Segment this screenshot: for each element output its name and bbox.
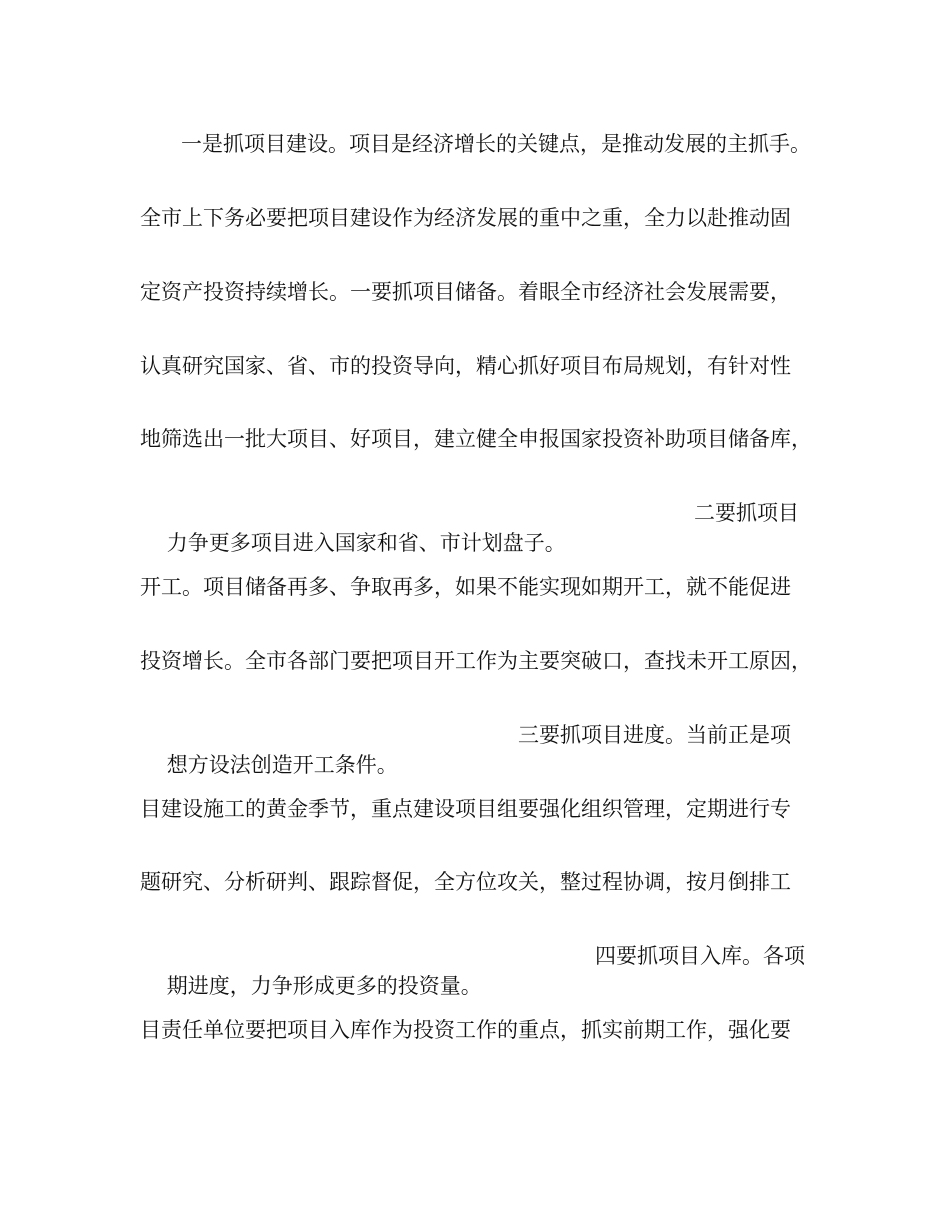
paragraph-line-4: 认真研究国家、省、市的投资导向，精心抓好项目布局规划，有针对性 (140, 354, 791, 378)
paragraph-line-9 (140, 720, 840, 777)
paragraph-line-12 (140, 941, 840, 998)
line-12-main: 期进度，力争形成更多的投资量。 (166, 974, 482, 998)
paragraph-line-10: 目建设施工的黄金季节，重点建设项目组要强化组织管理，定期进行专 (140, 797, 791, 821)
line-9-tail: 三要抓项目进度。当前正是项 (518, 723, 791, 747)
paragraph-line-7: 开工。项目储备再多、争取再多，如果不能实现如期开工，就不能促进 (140, 575, 791, 599)
paragraph-line-6 (140, 498, 840, 555)
line-6-main: 力争更多项目进入国家和省、市计划盘子。 (166, 531, 566, 555)
line-9-main: 想方设法创造开工条件。 (166, 753, 398, 777)
paragraph-line-11: 题研究、分析研判、跟踪督促，全方位攻关，整过程协调，按月倒排工 (140, 870, 791, 894)
paragraph-line-8: 投资增长。全市各部门要把项目开工作为主要突破口，查找未开工原因， (140, 649, 812, 673)
line-6-tail: 二要抓项目 (694, 501, 799, 525)
paragraph-line-1: 一是抓项目建设。项目是经济增长的关键点，是推动发展的主抓手。 (181, 132, 811, 156)
line-12-tail: 四要抓项目入库。各项 (595, 944, 805, 968)
paragraph-line-5: 地筛选出一批大项目、好项目，建立健全申报国家投资补助项目储备库， (140, 427, 812, 451)
paragraph-line-2: 全市上下务必要把项目建设作为经济发展的重中之重，全力以赴推动固 (140, 206, 791, 230)
paragraph-line-13: 目责任单位要把项目入库作为投资工作的重点，抓实前期工作，强化要 (140, 1018, 791, 1042)
paragraph-line-3: 定资产投资持续增长。一要抓项目储备。着眼全市经济社会发展需要， (140, 280, 791, 304)
